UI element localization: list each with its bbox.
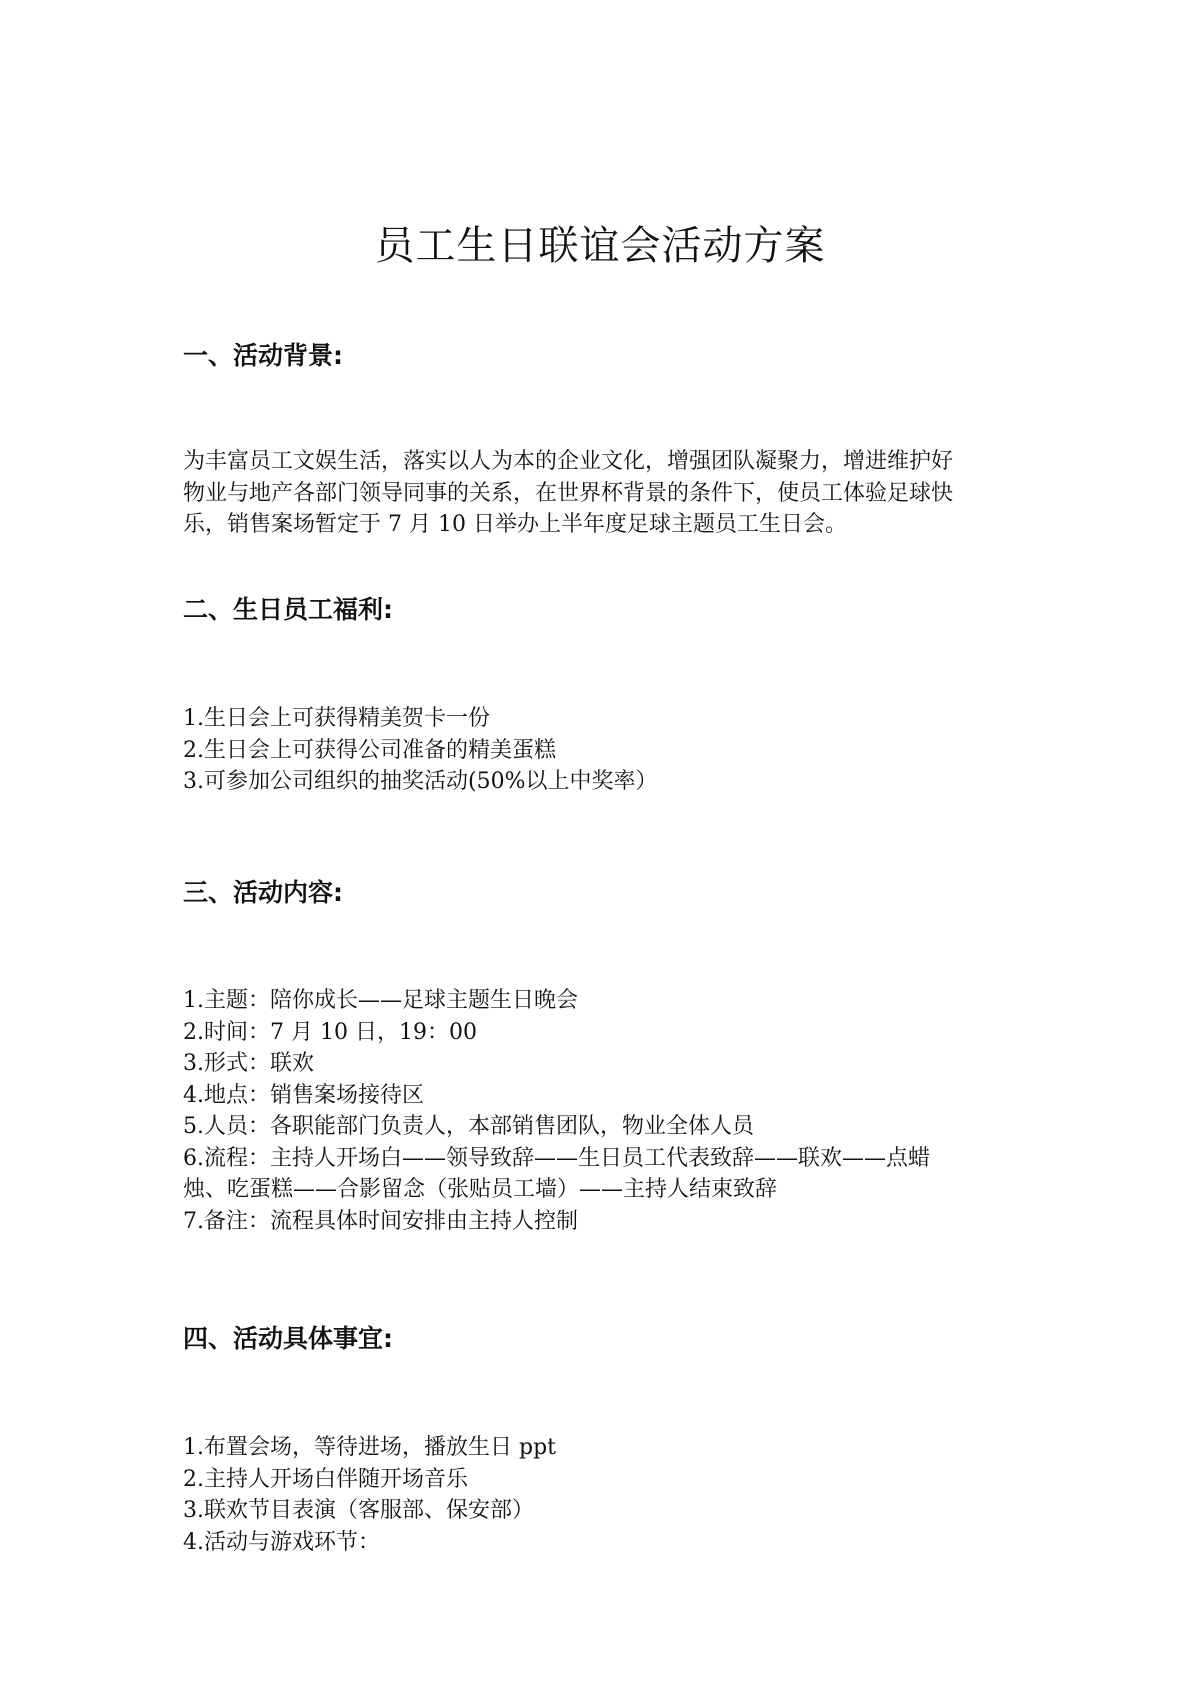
list-item: 2.生日会上可获得公司准备的精美蛋糕 [183, 737, 556, 763]
list-item: 3.联欢节目表演（客服部、保安部） [183, 1498, 534, 1523]
list-item: 3.可参加公司组织的抽奖活动(50%以上中奖率） [183, 769, 658, 794]
list-item: 4.地点：销售案场接待区 [183, 1082, 424, 1108]
section-heading-benefits: 二、生日员工福利: [183, 595, 393, 624]
list-item: 4.活动与游戏环节： [183, 1529, 380, 1555]
list-item: 3.形式：联欢 [183, 1051, 314, 1076]
list-item: 7.备注：流程具体时间安排由主持人控制 [183, 1208, 578, 1234]
paragraph-line: 物业与地产各部门领导同事的关系，在世界杯背景的条件下，使员工体验足球快 [183, 480, 954, 506]
list-item: 6.流程：主持人开场白——领导致辞——生日员工代表致辞——联欢——点蜡 [183, 1145, 930, 1171]
list-item: 烛、吃蛋糕——合影留念（张贴员工墙）——主持人结束致辞 [183, 1177, 778, 1202]
section-heading-details: 四、活动具体事宜: [183, 1324, 393, 1353]
paragraph-line: 为丰富员工文娱生活，落实以人为本的企业文化，增强团队凝聚力，增进维护好 [183, 449, 954, 474]
benefits-list [183, 703, 1023, 798]
list-item: 1.主题：陪你成长——足球主题生日晚会 [183, 988, 578, 1013]
list-item: 5.人员：各职能部门负责人，本部销售团队，物业全体人员 [183, 1114, 754, 1139]
document-title: 员工生日联谊会活动方案 [374, 222, 826, 269]
background-paragraph [183, 446, 1023, 541]
list-item: 1.布置会场，等待进场，播放生日 ppt [183, 1435, 556, 1460]
section-heading-background: 一、活动背景: [183, 341, 343, 370]
list-item: 2.时间：7 月 10 日，19：00 [183, 1019, 477, 1045]
section-heading-content: 三、活动内容: [183, 878, 343, 907]
list-item: 2.主持人开场白伴随开场音乐 [183, 1466, 468, 1492]
details-list [183, 1432, 1023, 1558]
content-list [183, 985, 1023, 1237]
list-item: 1.生日会上可获得精美贺卡一份 [183, 706, 490, 731]
paragraph-line: 乐，销售案场暂定于 7 月 10 日举办上半年度足球主题员工生日会。 [183, 512, 847, 537]
